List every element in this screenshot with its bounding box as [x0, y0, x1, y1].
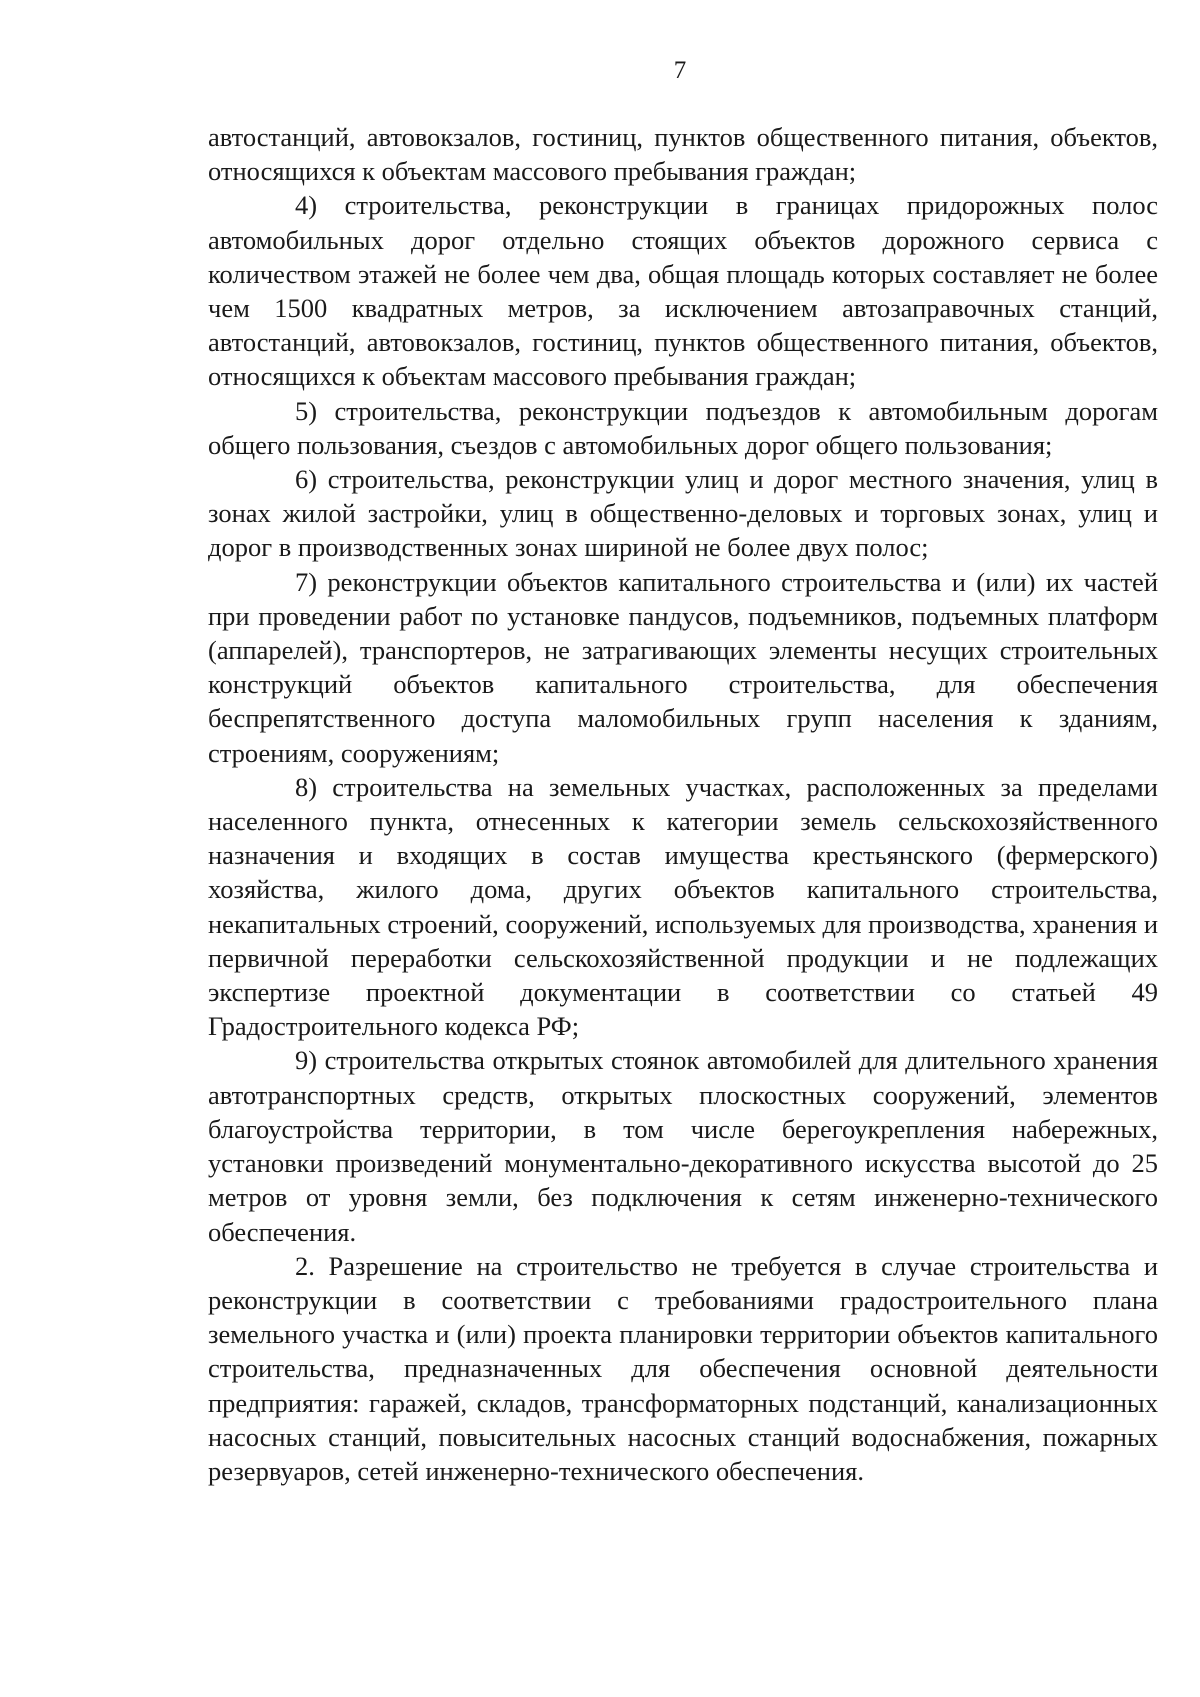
- paragraph-item-4: 4) строительства, реконструкции в границах придорожных полос автомобильных дорог отдельно стоящих объектов дорожного сервиса с количеством этажей не более чем два, общая площадь которых составляет не более чем 1500 квадратных метров, за исключением автозаправочных станций, автостанций, автовокзалов, гостиниц, пунктов общественного питания, объектов, относящихся к объектам массового пребывания граждан;: [208, 190, 1158, 392]
- paragraph-item-7: 7) реконструкции объектов капитального строительства и (или) их частей при проведении работ по установке пандусов, подъемников, подъемных платформ (аппарелей), транспортеров, не затрагивающих элементы несущих строительных конструкций объектов капитального строительства, для обеспечения беспрепятственного доступа маломобильных групп населения к зданиям, строениям, сооружениям;: [208, 566, 1158, 768]
- document-body: [208, 120, 1158, 1488]
- page-number: 7: [673, 57, 687, 84]
- paragraph-item-8: 8) строительства на земельных участках, расположенных за пределами населенного пункта, отнесенных к категории земель сельскохозяйственного назначения и входящих в состав имущества крестьянского (фермерского) хозяйства, жилого дома, других объектов капитального строительства, некапитальных строений, сооружений, используемых для производства, хранения и первичной переработки сельскохозяйственной продукции и не подлежащих экспертизе проектной документации в соответствии со статьей 49 Градостроительного кодекса РФ;: [208, 771, 1158, 1042]
- paragraph-item-6: 6) строительства, реконструкции улиц и дорог местного значения, улиц в зонах жилой застройки, улиц в общественно-деловых и торговых зонах, улиц и дорог в производственных зонах шириной не более двух полос;: [208, 464, 1158, 563]
- paragraph-item-9: 9) строительства открытых стоянок автомобилей для длительного хранения автотранспортных средств, открытых плоскостных сооружений, элементов благоустройства территории, в том числе берегоукрепления набережных, установки произведений монументально-декоративного искусства высотой до 25 метров от уровня земли, без подключения к сетям инженерно-технического обеспечения.: [208, 1045, 1158, 1247]
- paragraph-continuation: автостанций, автовокзалов, гостиниц, пунктов общественного питания, объектов, относящихся к объектам массового пребывания граждан;: [208, 122, 1158, 187]
- paragraph-item-5: 5) строительства, реконструкции подъездов к автомобильным дорогам общего пользования, съездов с автомобильных дорог общего пользования;: [208, 395, 1158, 460]
- paragraph-section-2: 2. Разрешение на строительство не требуется в случае строительства и реконструкции в соответствии с требованиями градостроительного плана земельного участка и (или) проекта планировки территории объектов капитального строительства, предназначенных для обеспечения основной деятельности предприятия: гаражей, складов, трансформаторных подстанций, канализационных насосных станций, повысительных насосных станций водоснабжения, пожарных резервуаров, сетей инженерно-технического обеспечения.: [208, 1250, 1158, 1486]
